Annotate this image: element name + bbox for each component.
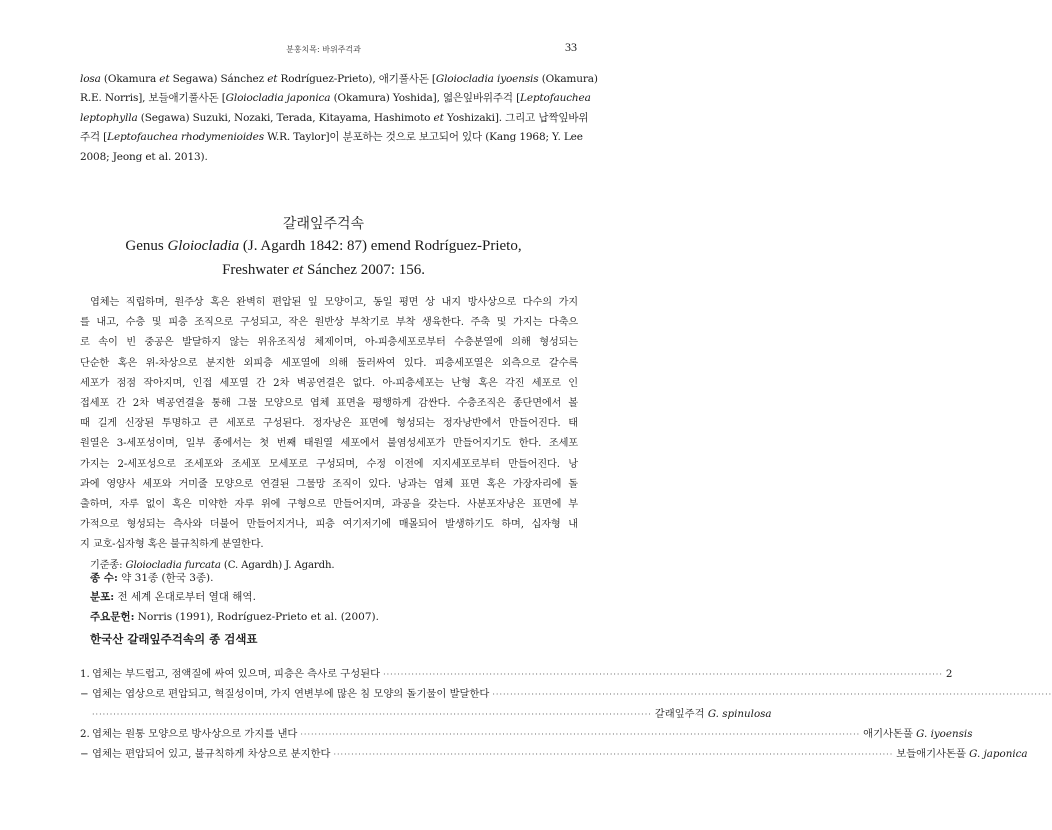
- description-line: 원열은 3-세포성이며, 일부 종에서는 첫 번째 태원열 세포에서 불염성세포가 만들어지기도 한다. 조세포: [80, 438, 578, 450]
- key-row-result: 애기사돈풀 G. iyoensis: [863, 728, 973, 740]
- intro-line: leptophylla (Segawa) Suzuki, Nozaki, Terada, Kitayama, Hashimoto et Yoshizaki]. 그리고 납짝잎바위: [80, 111, 589, 124]
- leader-dots: [383, 670, 943, 679]
- key-row: [80, 745, 1028, 760]
- leader-dots: [92, 710, 652, 719]
- key-row-result: 갈래잎주걱 G. spinulosa: [654, 708, 772, 720]
- key-row-number: −: [80, 748, 89, 760]
- key-row-text: 엽체는 부드럽고, 점액질에 싸여 있으며, 피층은 측사로 구성된다: [92, 668, 381, 680]
- intro-line: R.E. Norris], 보들애기풀사돈 [Gloiocladia japonica (Okamura) Yoshida], 엷은잎바위주걱 [Leptofauchea: [80, 92, 591, 105]
- genus-title-latin-line2: Freshwater et Sánchez 2007: 156.: [222, 262, 425, 278]
- description-line: 가지는 2-세포성으로 조세포와 조세포 모세포로 구성되며, 수정 이전에 지지세포로부터 만들어진다. 낭: [80, 458, 578, 470]
- leader-dots: [333, 750, 893, 759]
- description-line: 단순한 혹은 위-차상으로 분지한 외피층 세포열에 의해 둘러싸여 있다. 피층세포열은 외측으로 갈수록: [80, 357, 578, 369]
- genus-metadata: [80, 569, 578, 627]
- genus-title-latin-line1: Genus Gloiocladia (J. Agardh 1842: 87) emend Rodríguez-Prieto,: [125, 238, 522, 254]
- description-line: 를 내고, 수층 및 피층 조직으로 구성되고, 작은 원반상 부착기로 부착 생육한다. 주축 및 가지는 다축으: [80, 317, 578, 329]
- description-line: 엽체는 직립하며, 원주상 혹은 완벽히 편압된 잎 모양이고, 동일 평면 상 내지 방사상으로 다수의 가지: [90, 297, 578, 308]
- intro-paragraph: [80, 70, 598, 167]
- page-number: 33: [565, 40, 577, 54]
- intro-line: 주걱 [Leptofauchea rhodymenioides W.R. Taylor]이 분포하는 것으로 보고되어 있다 (Kang 1968; Y. Lee: [80, 131, 583, 144]
- key-row-result: 보들애기사돈풀 G. japonica: [896, 748, 1028, 760]
- species-count: 종 수: 약 31종 (한국 3종).: [90, 572, 214, 584]
- key-row: [80, 725, 973, 740]
- key-row-continuation: [92, 705, 772, 720]
- key-row-text: 엽체는 엽상으로 편압되고, 혁질성이며, 가지 연변부에 많은 침 모양의 돌기물이 발달한다: [92, 688, 490, 700]
- key-title: 한국산 갈래잎주걱속의 종 검색표: [90, 632, 258, 646]
- key-row-result: 2: [945, 668, 953, 680]
- intro-line: losa (Okamura et Segawa) Sánchez et Rodríguez-Prieto), 애기풀사돈 [Gloiocladia iyoensis (Okamura): [80, 73, 598, 85]
- leader-dots: [300, 730, 860, 739]
- description-line: 지 교호-십자형 혹은 불규칙하게 분열한다.: [80, 539, 264, 551]
- key-row-number: −: [80, 688, 89, 700]
- key-row: [80, 685, 578, 700]
- description-line: 세포가 점점 작아지며, 인접 세포열 간 2차 벽공연결은 없다. 아-피층세포는 난형 혹은 각진 세포로 인: [80, 377, 578, 389]
- description-line: 가적으로 형성되는 측사와 더불어 만들어지거나, 피층 여기저기에 매몰되어 발생하기도 하며, 십자형 내: [80, 519, 578, 531]
- description-line: 과에 영양사 세포와 거미줄 모양으로 연결된 그물망 조직이 있다. 낭과는 엽체 표면 혹은 가장자리에 돌: [80, 478, 578, 490]
- key-row-text: 엽체는 편압되어 있고, 불규칙하게 차상으로 분지한다: [92, 748, 331, 760]
- distribution: 분포: 전 세계 온대로부터 열대 해역.: [90, 591, 256, 604]
- running-title: 분홍치목: 바위주걱과: [286, 45, 361, 54]
- type-species: 기준종: Gloiocladia furcata (C. Agardh) J. Agardh.: [90, 559, 335, 571]
- description-line: 로 속이 빈 중공은 발달하지 않는 위유조직성 체제이며, 아-피층세포로부터 수층분열에 의해 형성되는: [80, 337, 578, 349]
- references: 주요문헌: Norris (1991), Rodríguez-Prieto et al. (2007).: [90, 610, 379, 623]
- key-row: [80, 665, 953, 680]
- key-row-text: 엽체는 원통 모양으로 방사상으로 가지를 낸다: [92, 728, 298, 740]
- genus-title-korean: 갈래잎주걱속: [282, 216, 365, 232]
- intro-line: 2008; Jeong et al. 2013).: [80, 150, 208, 163]
- genus-description: [80, 293, 578, 576]
- description-line: 출하며, 자루 없이 혹은 미약한 자루 위에 구형으로 만들어지며, 과공을 갖는다. 사분포자낭은 표면에 부: [80, 499, 578, 511]
- description-line: 접세포 간 2차 벽공연결을 통해 그물 모양으로 엽체 표면을 평행하게 감싼다. 수층조직은 종단면에서 볼: [80, 398, 578, 410]
- description-line: 때 길게 신장된 투명하고 큰 세포로 구성된다. 정자낭은 표면에 형성되는 정자낭반에서 만들어진다. 태: [80, 418, 578, 430]
- key-row-number: 1.: [80, 668, 90, 680]
- leader-dots: [492, 690, 1052, 699]
- key-row-number: 2.: [80, 728, 90, 740]
